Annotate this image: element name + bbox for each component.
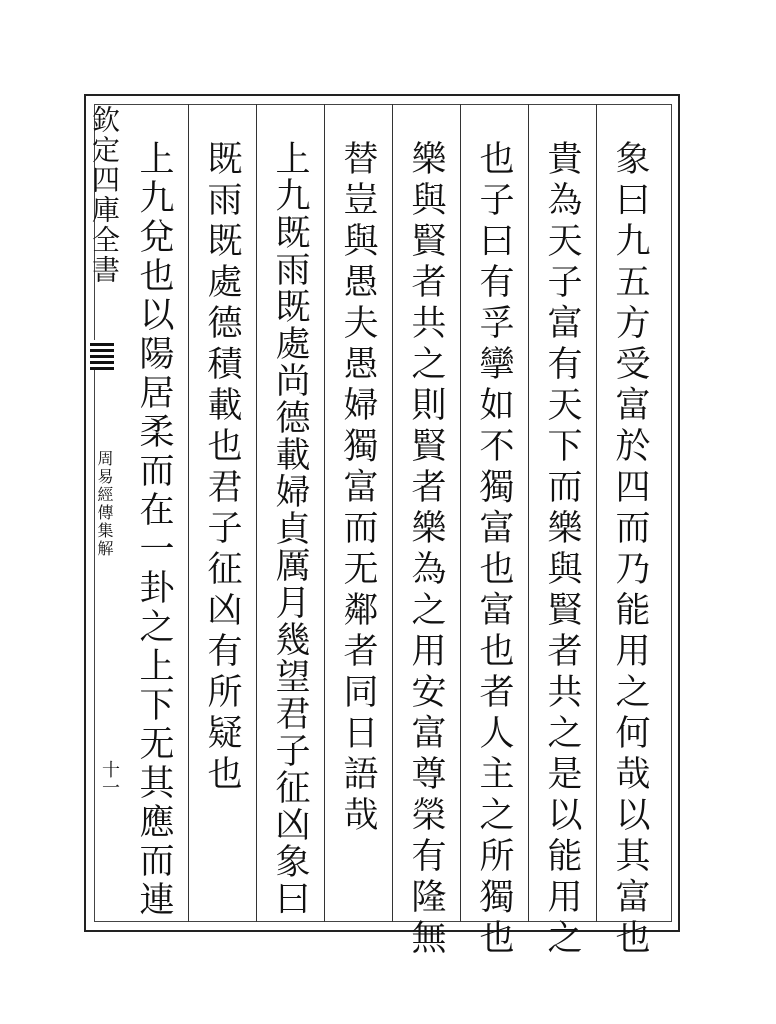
text-column-1: 象曰九五方受富於四而乃能用之何哉以其富也	[610, 140, 650, 960]
column-divider	[596, 104, 597, 922]
page-inner-border	[94, 104, 672, 960]
text-column-5: 替豈與愚夫愚婦獨富而无鄰者同日語哉	[338, 140, 378, 837]
column-divider	[392, 104, 393, 922]
column-divider	[460, 104, 461, 922]
text-column-2: 貴為天子富有天下而樂與賢者共之是以能用之	[542, 140, 582, 960]
text-column-3: 也子曰有孚攣如不獨富也富也者人主之所獨也	[474, 140, 514, 960]
text-column-6: 上九既雨既處尚德載婦貞厲月幾望君子征凶象曰	[270, 140, 310, 917]
book-title: 周易經傳集解	[95, 450, 114, 558]
column-divider	[188, 104, 189, 922]
collection-title: 欽定四庫全書	[88, 105, 121, 285]
column-divider	[324, 104, 325, 922]
column-divider	[528, 104, 529, 922]
column-divider	[256, 104, 257, 922]
text-column-4: 樂與賢者共之則賢者樂為之用安富尊榮有隆無	[406, 140, 446, 960]
page-number: 十一	[99, 760, 120, 796]
text-column-7: 既雨既處德積載也君子征凶有所疑也	[202, 140, 242, 796]
text-column-8: 上九兌也以陽居柔而在一卦之上下无其應而連	[134, 140, 174, 920]
fish-tail-mark	[90, 340, 114, 370]
